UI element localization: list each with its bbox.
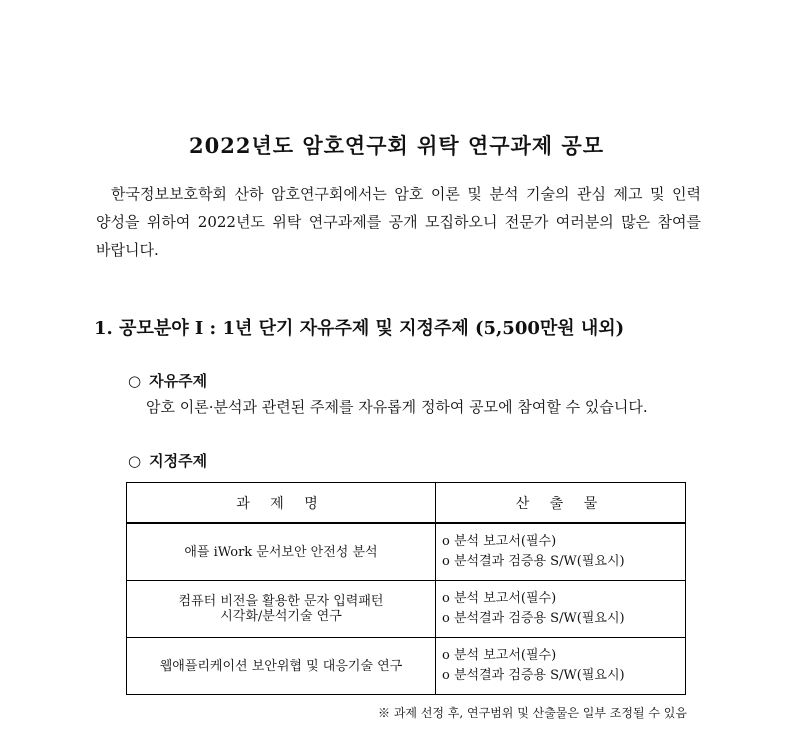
designated-topic-heading: [128, 450, 207, 471]
output-item: o 분석결과 검증용 S/W(필요시): [442, 554, 625, 569]
task-name-cell: [127, 638, 436, 695]
output-item: o 분석 보고서(필수): [442, 648, 557, 663]
table-row: [127, 581, 686, 638]
task-name-line: 컴퓨터 비전을 활용한 문자 입력패턴: [178, 594, 384, 609]
free-topic-heading: [128, 370, 207, 391]
task-name-cell: [127, 523, 436, 581]
table-footnote: ※ 과제 선정 후, 연구범위 및 산출물은 일부 조정될 수 있음: [378, 706, 687, 720]
output-item: o 분석결과 검증용 S/W(필요시): [442, 611, 625, 626]
outputs-cell: [436, 638, 686, 695]
task-name-line: 웹애플리케이션 보안위협 및 대응기술 연구: [159, 658, 403, 674]
header-outputs: 산 출 물: [436, 483, 686, 524]
header-task-name: 과 제 명: [127, 483, 436, 524]
task-name-cell: [127, 581, 436, 638]
outputs-cell: [436, 581, 686, 638]
output-item: o 분석결과 검증용 S/W(필요시): [442, 668, 625, 683]
section-1-heading: 1. 공모분야 Ⅰ : 1년 단기 자유주제 및 지정주제 (5,500만원 내외): [94, 318, 625, 339]
designated-topics-table: [126, 482, 686, 695]
page-title: 2022년도 암호연구회 위탁 연구과제 공모: [189, 133, 604, 158]
free-topic-description: 암호 이론·분석과 관련된 주제를 자유롭게 정하여 공모에 참여할 수 있습니다.: [146, 398, 648, 416]
table-header-row: [127, 483, 686, 524]
intro-paragraph: 한국정보보호학회 산하 암호연구회에서는 암호 이론 및 분석 기술의 관심 제고 및 인력 양성을 위하여 2022년도 위탁 연구과제를 공개 모집하오니 전문가 여러분의 많은 참여를 바랍니다.: [96, 185, 701, 259]
output-item: o 분석 보고서(필수): [442, 591, 557, 606]
designated-topic-label: 지정주제: [149, 452, 208, 470]
circle-bullet-icon: ○: [128, 452, 142, 470]
table-row: [127, 638, 686, 695]
output-item: o 분석 보고서(필수): [442, 534, 557, 549]
task-name-line: 애플 iWork 문서보안 안전성 분석: [184, 544, 378, 560]
outputs-cell: [436, 523, 686, 581]
table-row: [127, 523, 686, 581]
free-topic-label: 자유주제: [149, 372, 208, 390]
circle-bullet-icon: ○: [128, 372, 142, 390]
task-name-line: 시각화/분석기술 연구: [220, 609, 342, 624]
